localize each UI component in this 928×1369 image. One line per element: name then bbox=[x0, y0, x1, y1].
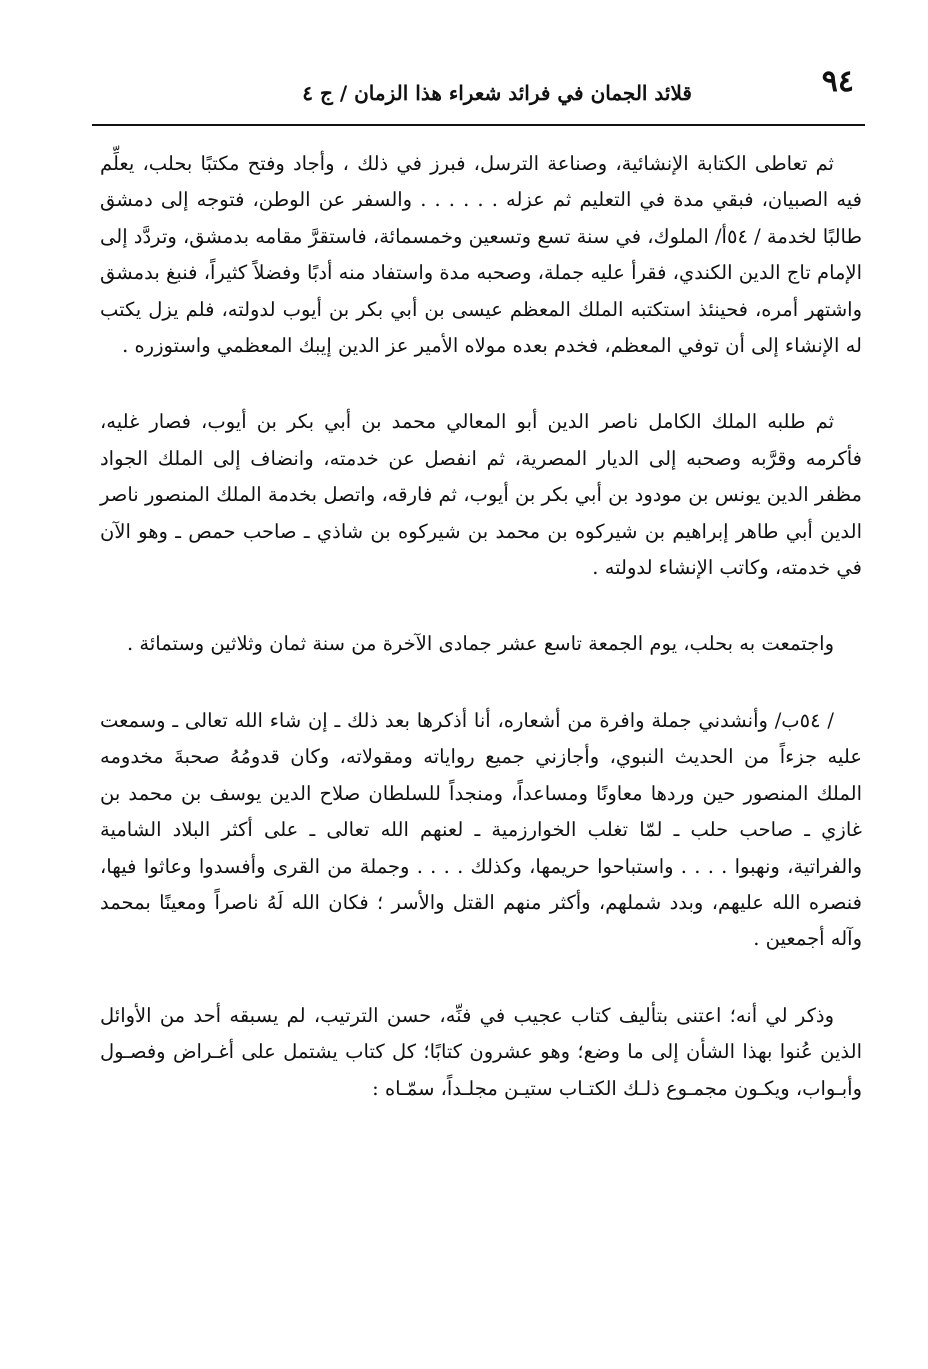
paragraph: ثم تعاطى الكتابة الإنشائية، وصناعة الترسل، فبرز في ذلك ، وأجاد وفتح مكتبًا بحلب، يعلِّم فيه الصبيان، فبقي مدة في التعليم ثم عزله . . . . . . والسفر عن الوطن، فتوجه إلى دمشق طالبًا لخدمة / ٥٤أ/ الملوك، في سنة تسع وتسعين وخمسمائة، فاستقرَّ مقامه بدمشق، وتردَّد إلى الإمام تاج الدين الكندي، فقرأ عليه جملة، وصحبه مدة واستفاد منه أدبًا وفضلاً كثيراً، فنبغ بدمشق واشتهر أمره، فحينئذ استكتبه الملك المعظم عيسى بن أبي بكر بن أيوب لدولته، فلم يزل يكتب له الإنشاء إلى أن توفي المعظم، فخدم بعده مولاه الأمير عز الدين إيبك المعظمي واستوزره . bbox=[100, 152, 862, 358]
body-text bbox=[100, 146, 862, 1107]
header-divider bbox=[92, 124, 865, 126]
running-title: قلائد الجمان في فرائد شعراء هذا الزمان / ج ٤ bbox=[302, 81, 692, 105]
paragraph: / ٥٤ب/ وأنشدني جملة وافرة من أشعاره، أنا أذكرها بعد ذلك ـ إن شاء الله تعالى ـ وسمعت عليه جزءاً من الحديث النبوي، وأجازني جميع رواياته ومقولاته، وكان قدومُهُ صحبةَ مخدومه الملك المنصور حين وردها معاونًا ومساعداً، ومنجداً للسلطان صلاح الدين يوسف بن محمد بن غازي ـ صاحب حلب ـ لمّا تغلب الخوارزمية ـ لعنهم الله تعالى ـ على أكثر البلاد الشامية والفراتية، ونهبوا . . . . واستباحوا حريمها، وكذلك . . . . وجملة من القرى وأفسدوا وعاثوا فيها، فنصره الله عليهم، وبدد شملهم، وأكثر منهم القتل والأسر ؛ فكان الله لَهُ ناصراً ومعينًا بمحمد وآله أجمعين . bbox=[100, 708, 862, 951]
paragraph: واجتمعت به بحلب، يوم الجمعة تاسع عشر جمادى الآخرة من سنة ثمان وثلاثين وستمائة . bbox=[127, 632, 834, 656]
paragraph: وذكر لي أنه؛ اعتنى بتأليف كتاب عجيب في فنِّه، حسن الترتيب، لم يسبقه أحد من الأوائل الذين عُنوا بهذا الشأن إلى ما وضع؛ وهو عشرون كتابًا؛ كل كتاب يشتمل على أغـراض وفصـول وأبـواب، ويكـون مجمـوع ذلـك الكتـاب ستيـن مجلـداً، سمّـاه : bbox=[100, 1003, 862, 1100]
paragraph: ثم طلبه الملك الكامل ناصر الدين أبو المعالي محمد بن أبي بكر بن أيوب، فصار غليه، فأكرمه وقرَّبه وصحبه إلى الديار المصرية، ثم انفصل عن خدمته، وانضاف إلى الملك الجواد مظفر الدين يونس بن مودود بن أبي بكر بن أيوب، ثم فارقه، واتصل بخدمة الملك المنصور ناصر الدين أبي طاهر إبراهيم بن شيركوه بن محمد بن شيركوه بن شاذي ـ صاحب حمص ـ وهو الآن في خدمته، وكاتب الإنشاء لدولته . bbox=[100, 410, 862, 580]
page-number: ٩٤ bbox=[821, 64, 854, 99]
page-header bbox=[92, 62, 862, 114]
